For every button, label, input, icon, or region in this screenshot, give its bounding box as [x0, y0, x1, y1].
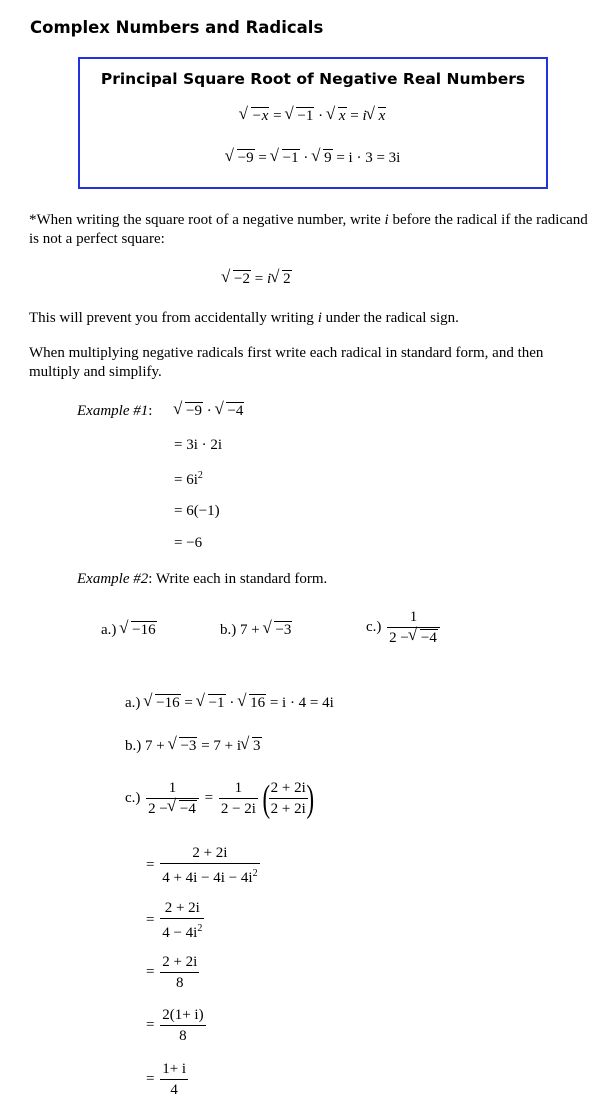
problem-b: b.) 7 + √ −3	[220, 621, 292, 639]
note-paragraph-1: *When writing the square root of a negative number, write i before the radical if the radicand is not a perfect square:	[29, 212, 588, 247]
note-example-equation: √ −2 = i√ 2	[222, 270, 292, 288]
example-1-label: Example #1:	[77, 403, 153, 419]
problem-a: a.) √ −16	[101, 621, 157, 639]
problem-c: c.) $\frac{1}{2 -√ -4}$	[366, 607, 442, 648]
example-1-step-3: = 6(−1)	[174, 503, 220, 519]
example-2-heading: Example #2: Write each in standard form.	[77, 571, 328, 587]
solution-c-step-1: = $\frac{2 + 2i}{4 + 4i - 4i - 4i^2}$	[146, 845, 258, 886]
page-title: Complex Numbers and Radicals	[30, 18, 324, 37]
solution-a: a.) √ −16 = √ −1 · √ 16 = i · 4 = 4i	[125, 694, 334, 712]
solution-c-step-5: = $\frac{1+ i}{4}$	[146, 1061, 187, 1098]
solution-b: b.) 7 + √ −3 = 7 + i√ 3	[125, 737, 262, 755]
example-1-step-4: = −6	[174, 535, 203, 551]
box-title: Principal Square Root of Negative Real Numbers	[100, 70, 526, 88]
box-equation-2: √ −9 = √ −1 · √ 9 = i · 3 = 3i	[80, 149, 546, 167]
solution-c: c.) $\frac{1}{2 -√ -4}$ = $\frac{1}{2 - 2i}$ ( $\frac{2 + 2i}{2 + 2i}$ )	[125, 778, 316, 819]
box-equation-1: √ −x = √ −1 · √ x = i√ x	[80, 107, 546, 125]
solution-c-step-4: = $\frac{2(1+ i)}{8}$	[146, 1007, 204, 1044]
definition-box	[78, 57, 548, 189]
note-paragraph-3: When multiplying negative radicals first write each radical in standard form, and then multiply and simplify.	[29, 345, 544, 380]
example-1-step-1: = 3i · 2i	[174, 437, 223, 453]
example-1-expression: √ −9 · √ −4	[174, 402, 244, 420]
note-paragraph-2: This will prevent you from accidentally writing i under the radical sign.	[29, 310, 459, 326]
example-1-step-2: = $6i^2$	[174, 470, 203, 488]
solution-c-step-3: = $\frac{2 + 2i}{8}$	[146, 954, 198, 991]
problem-c-fraction: $\frac{1}{2 -√ -4}$	[387, 607, 440, 648]
solution-c-step-2: = $\frac{2 + 2i}{4 - 4i^2}$	[146, 900, 203, 941]
